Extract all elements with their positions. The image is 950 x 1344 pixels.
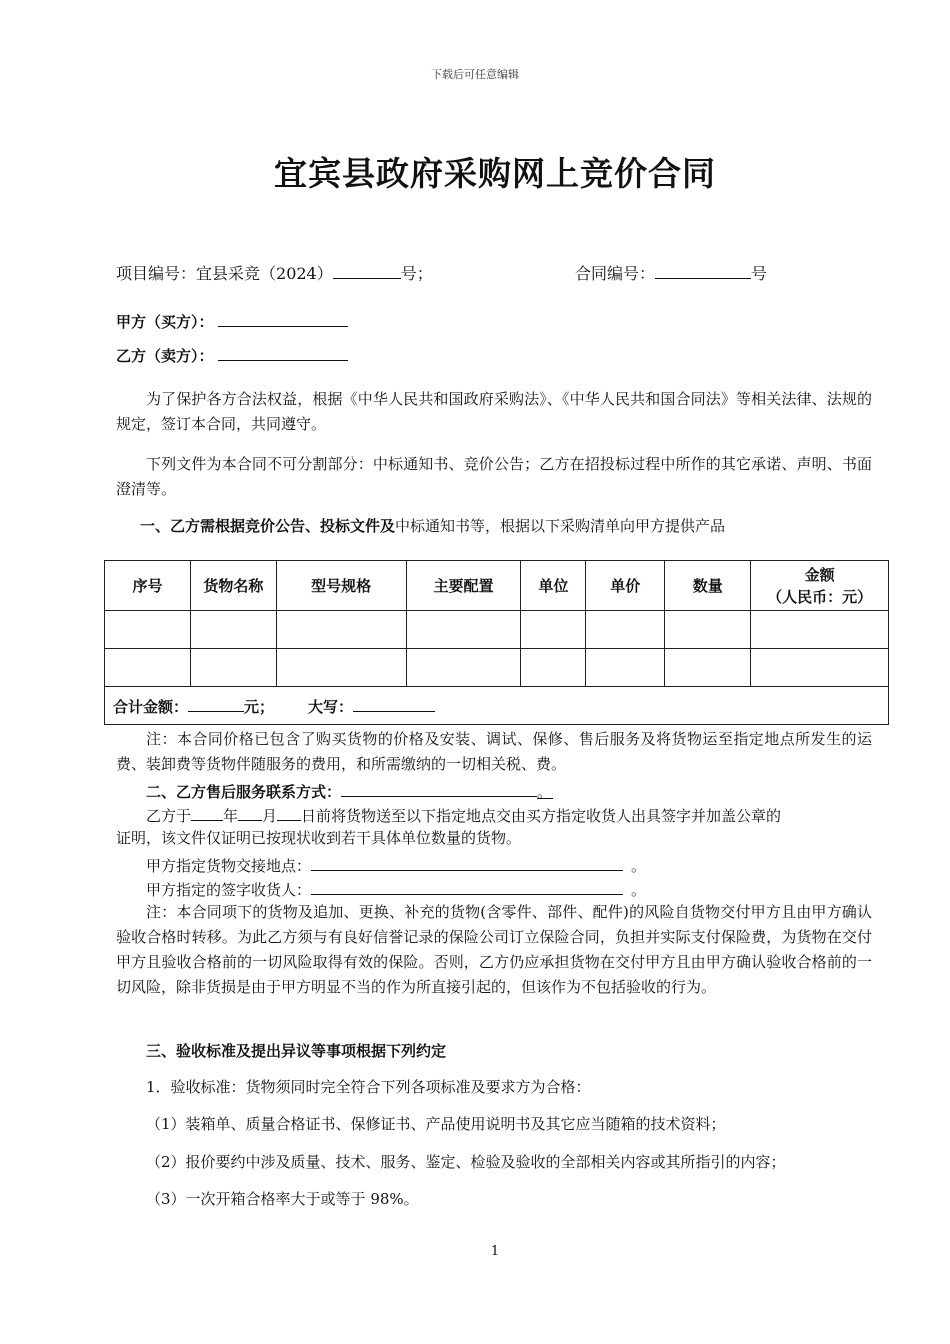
party-a-blank[interactable] [218,310,348,327]
table-cell[interactable] [406,611,521,649]
table-cell[interactable] [586,649,665,687]
party-a-label: 甲方（买方）： [116,313,214,331]
contract-number-suffix: 号 [751,264,768,283]
table-cell[interactable] [665,649,751,687]
project-number-prefix: 宜县采竞（2024） [196,264,333,283]
price-note: 注：本合同价格已包含了购买货物的价格及安装、调试、保修、售后服务及将货物运至指定地点所发生的运费、装卸费等货物伴随服务的费用，和所需缴纳的一切相关税、费。 [116,730,872,773]
risk-note: 注：本合同项下的货物及追加、更换、补充的货物(含零件、部件、配件)的风险自货物交付甲方且由甲方确认验收合格时转移。为此乙方须与有良好信誉记录的保险公司订立保险合同，负担并实际支付保险费，为货物在交付甲方且验收合格前的一切风险取得有效的保险。否则，乙方仍应承担货物在交付甲方且由甲方确认验收合格前的一切风险，除非货损是由于甲方明显不当的作为所直接引起的，但该作为不包括验收的行为。 [116,903,872,996]
table-cell[interactable] [521,649,586,687]
delivery-rest: 日前将货物送至以下指定地点交由买方指定收货人出具签字并加盖公章的 [301,807,782,825]
receiver-end: 。 [631,881,647,899]
list-item: （1）装箱单、质量合格证书、保修证书、产品使用说明书及其它应当随箱的技术资料； [146,1115,726,1133]
total-caps-blank[interactable] [353,695,435,712]
table-cell[interactable] [586,611,665,649]
table-cell[interactable] [190,649,276,687]
table-cell[interactable] [751,649,889,687]
list-item: （2）报价要约中涉及质量、技术、服务、鉴定、检验及验收的全部相关内容或其所指引的内容； [146,1153,786,1171]
section-3-heading: 三、验收标准及提出异议等事项根据下列约定 [146,1042,447,1060]
delivery-month-blank[interactable] [238,804,262,821]
receiver-line [146,878,646,900]
delivery-place-line [146,854,646,876]
amount-header-title: 金额 [804,565,835,584]
service-contact-blank[interactable] [341,780,537,797]
delivery-month: 月 [262,807,278,825]
table-total-row [105,687,889,725]
header-cell: 单价 [586,561,665,611]
document-title: 宜宾县政府采购网上竞价合同 [274,154,716,193]
project-number-suffix: 号； [400,264,433,283]
party-a-line [116,310,348,332]
project-number-blank[interactable] [333,262,401,279]
party-b-label: 乙方（卖方）： [116,347,214,365]
contract-number-blank[interactable] [655,262,751,279]
header-cell: 型号规格 [276,561,406,611]
party-b-blank[interactable] [218,344,348,361]
table-cell[interactable] [105,649,191,687]
table-header-row [105,561,889,611]
header-cell: 货物名称 [190,561,276,611]
table-cell[interactable] [406,649,521,687]
amount-header-unit: （人民币：元） [767,587,873,606]
delivery-place-label: 甲方指定货物交接地点： [146,857,312,875]
table-cell[interactable] [190,611,276,649]
contract-number-line [575,262,767,284]
contract-number-label: 合同编号： [575,264,656,283]
party-b-line [116,344,348,366]
delivery-continuation: 证明，该文件仅证明已按现状收到若干具体单位数量的货物。 [116,829,522,847]
list-item: 1．验收标准：货物须同时完全符合下列各项标准及要求方为合格： [146,1078,591,1096]
delivery-line [146,804,781,826]
amount-header-cell [751,561,889,611]
table-cell[interactable] [276,611,406,649]
receiver-label: 甲方指定的签字收货人： [146,881,312,899]
header-note: 下载后可任意编辑 [431,68,519,81]
section-2-end: 。 [537,783,553,801]
total-amount-unit: 元； [244,697,275,716]
total-amount-blank[interactable] [188,695,244,712]
delivery-year: 年 [223,807,239,825]
delivery-year-blank[interactable] [191,804,223,821]
receiver-blank[interactable] [311,878,623,895]
list-item: （3）一次开箱合格率大于或等于 98%。 [146,1190,419,1208]
section-2-label: 二、乙方售后服务联系方式： [146,783,342,801]
header-cell: 数量 [665,561,751,611]
delivery-intro: 乙方于 [146,807,192,825]
page-number: 1 [490,1244,500,1259]
goods-table [104,560,889,725]
table-cell[interactable] [105,611,191,649]
section-1-bold: 一、乙方需根据竞价公告、投标文件及 [140,517,396,535]
table-cell[interactable] [276,649,406,687]
table-cell[interactable] [665,611,751,649]
delivery-place-end: 。 [631,857,647,875]
intro-paragraph-2: 下列文件为本合同不可分割部分：中标通知书、竞价公告；乙方在招投标过程中所作的其它承诺、声明、书面澄清等。 [116,455,872,498]
table-row [105,649,889,687]
intro-paragraph-1: 为了保护各方合法权益，根据《中华人民共和国政府采购法》、《中华人民共和国合同法》等相关法律、法规的规定，签订本合同，共同遵守。 [116,390,872,433]
total-amount-label: 合计金额： [113,697,189,716]
total-caps-label: 大写： [308,697,354,716]
section-1-heading [140,516,725,536]
header-cell: 序号 [105,561,191,611]
section-2-heading [146,780,553,802]
delivery-day-blank[interactable] [277,804,301,821]
table-cell[interactable] [521,611,586,649]
section-1-normal: 中标通知书等，根据以下采购清单向甲方提供产品 [395,517,726,535]
project-number-label: 项目编号： [116,264,197,283]
table-cell[interactable] [751,611,889,649]
total-cell [105,687,889,725]
delivery-place-blank[interactable] [311,854,623,871]
project-number-line [116,262,433,284]
table-row [105,611,889,649]
header-cell: 主要配置 [406,561,521,611]
header-cell: 单位 [521,561,586,611]
